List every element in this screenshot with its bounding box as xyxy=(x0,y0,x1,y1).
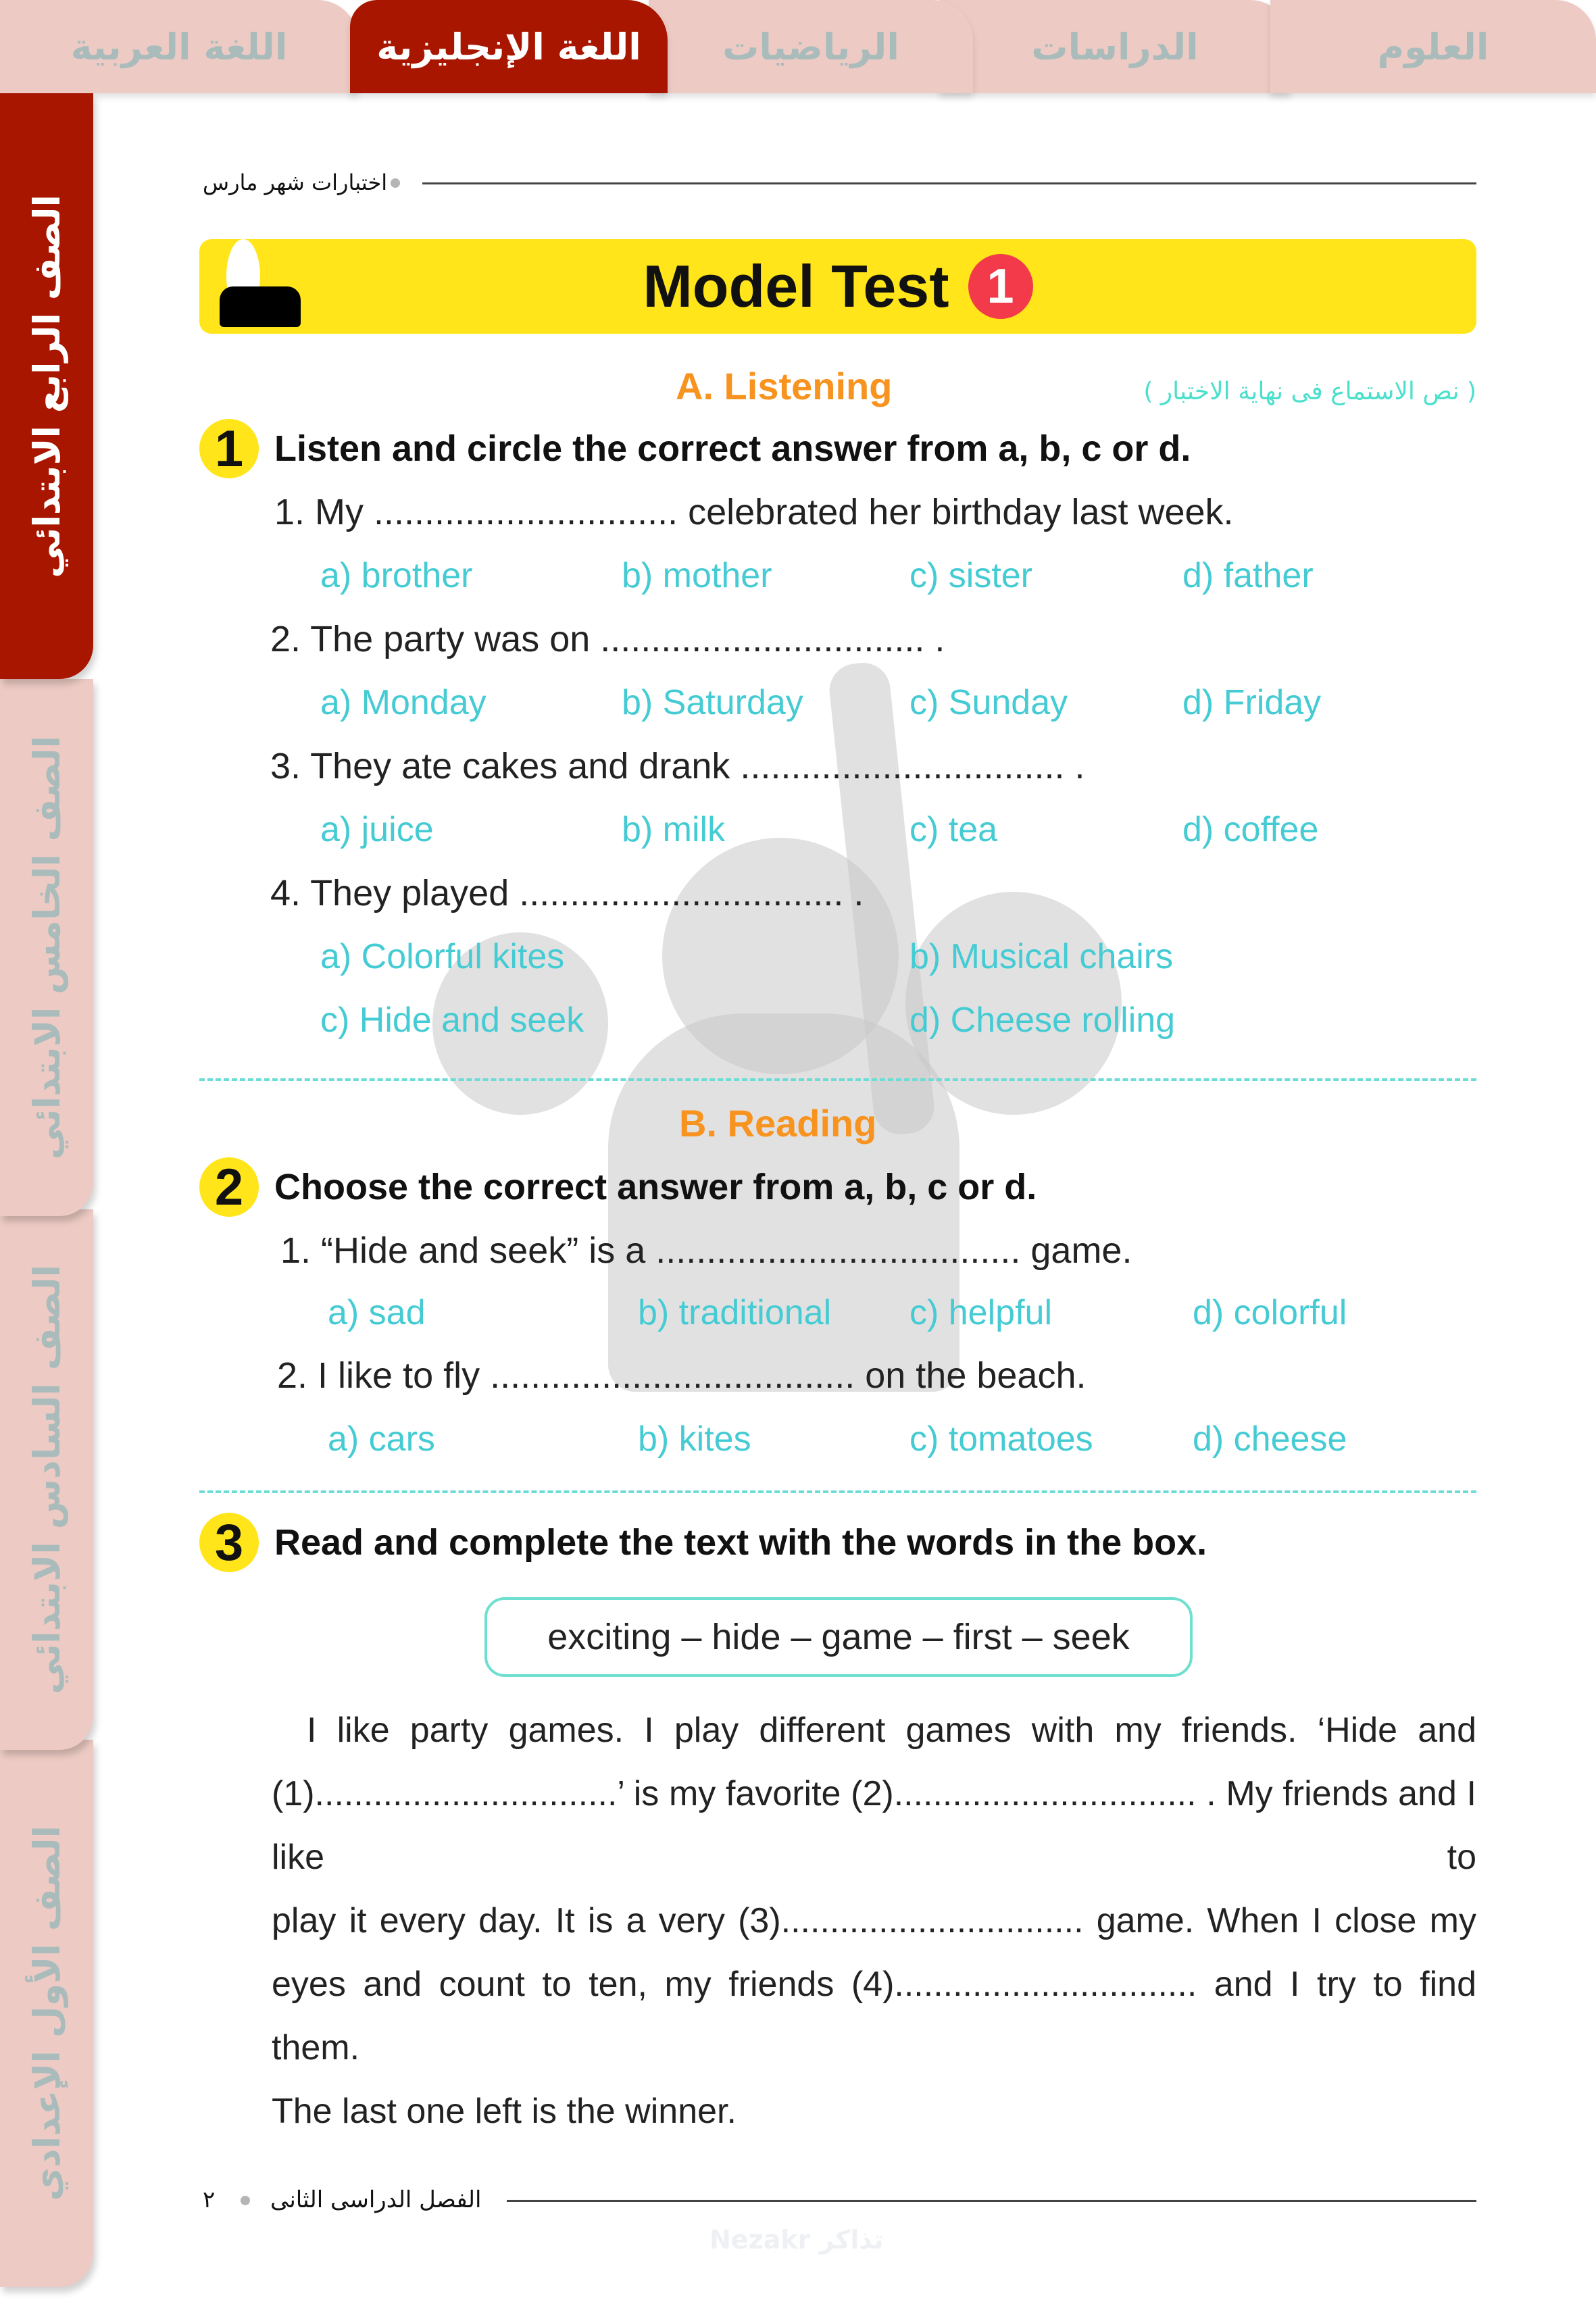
option-c[interactable]: c) tea xyxy=(909,810,998,849)
option-d[interactable]: d) father xyxy=(1182,556,1314,595)
question-item: 1. “Hide and seek” is a .................................... game. xyxy=(280,1230,1132,1271)
word-box: exciting – hide – game – first – seek xyxy=(484,1597,1193,1677)
option-a[interactable]: a) Monday xyxy=(320,683,487,722)
title-banner xyxy=(199,239,1476,334)
question-item: 3. They ate cakes and drank ................................ . xyxy=(270,746,1085,786)
section-label: اختبارات شهر مارس xyxy=(203,170,388,195)
option-c[interactable]: c) Hide and seek xyxy=(320,1001,584,1040)
section-divider xyxy=(199,1078,1476,1081)
section-title-listening: A. Listening xyxy=(676,365,893,407)
question-item: 4. They played ................................ . xyxy=(270,873,864,913)
paragraph-line: eyes and count to ten, my friends (4)............................... and I try to find them. xyxy=(272,1965,1476,2067)
tab-studies[interactable]: الدراسات xyxy=(939,0,1291,93)
question-instruction: Listen and circle the correct answer from a, b, c or d. xyxy=(274,428,1191,469)
option-a[interactable]: a) sad xyxy=(328,1293,426,1332)
option-b[interactable]: b) milk xyxy=(622,810,726,849)
tab-math[interactable]: الرياضيات xyxy=(649,0,973,93)
option-c[interactable]: c) Sunday xyxy=(909,683,1068,722)
option-d[interactable]: d) Friday xyxy=(1182,683,1322,722)
paragraph-line: The last one left is the winner. xyxy=(272,2092,737,2131)
sidebar-item-grade5[interactable] xyxy=(0,679,93,1216)
question-item: 1. My .............................. celebrated her birthday last week. xyxy=(274,492,1234,532)
question-number-3: 3 xyxy=(199,1513,259,1572)
paragraph-line: I like party games. I play different games with my friends. ‘Hide and xyxy=(307,1711,1476,1750)
paragraph xyxy=(272,1699,1476,2143)
tab-english[interactable]: اللغة الإنجليزية xyxy=(350,0,668,93)
footer-watermark: Nezakr تذاكر xyxy=(709,2225,884,2255)
option-d[interactable]: d) colorful xyxy=(1193,1293,1347,1332)
term-label: الفصل الدراسى الثانى xyxy=(270,2186,482,2213)
sidebar-label: الصف السادس الابتدائي xyxy=(25,1265,68,1694)
option-b[interactable]: b) kites xyxy=(638,1419,751,1459)
sidebar-label: الصف الأول الإعدادي xyxy=(25,1826,68,2201)
header-line xyxy=(422,182,1476,184)
question-number-1: 1 xyxy=(199,419,259,478)
paragraph-line: (1)...............................’ is my favorite (2)............................... . My friends and I like to xyxy=(272,1774,1476,1877)
option-c[interactable]: c) helpful xyxy=(909,1293,1052,1332)
question-instruction: Read and complete the text with the words in the box. xyxy=(274,1522,1207,1563)
option-a[interactable]: a) Colorful kites xyxy=(320,937,565,976)
option-d[interactable]: d) Cheese rolling xyxy=(909,1001,1176,1040)
option-b[interactable]: b) Musical chairs xyxy=(909,937,1174,976)
sidebar-label: الصف الرابع الابتدائي xyxy=(25,194,68,578)
option-b[interactable]: b) traditional xyxy=(638,1293,832,1332)
paragraph-line: play it every day. It is a very (3)............................... game. When I close my xyxy=(272,1901,1476,1940)
option-d[interactable]: d) cheese xyxy=(1193,1419,1347,1459)
listening-note: ( نص الاستماع فى نهاية الاختبار ) xyxy=(1143,378,1476,405)
option-c[interactable]: c) sister xyxy=(909,556,1032,595)
sidebar-item-grade4[interactable] xyxy=(0,93,93,679)
option-a[interactable]: a) juice xyxy=(320,810,434,849)
header-bullet xyxy=(391,178,400,188)
option-a[interactable]: a) cars xyxy=(328,1419,435,1459)
section-divider xyxy=(199,1490,1476,1493)
page-number: ٢ xyxy=(203,2186,216,2213)
section-title-reading: B. Reading xyxy=(679,1102,877,1145)
footer-line xyxy=(507,2200,1476,2202)
option-d[interactable]: d) coffee xyxy=(1182,810,1319,849)
option-c[interactable]: c) tomatoes xyxy=(909,1419,1093,1459)
tab-science[interactable]: العلوم xyxy=(1270,0,1596,93)
banner-title: Model Test xyxy=(643,253,949,320)
footer-bullet xyxy=(241,2196,250,2205)
sidebar-item-grade6[interactable] xyxy=(0,1209,93,1750)
logo-icon xyxy=(213,239,307,347)
option-b[interactable]: b) mother xyxy=(622,556,772,595)
question-instruction: Choose the correct answer from a, b, c or d. xyxy=(274,1167,1037,1207)
sidebar-item-prep1[interactable] xyxy=(0,1740,93,2287)
option-b[interactable]: b) Saturday xyxy=(622,683,803,722)
option-a[interactable]: a) brother xyxy=(320,556,473,595)
question-item: 2. I like to fly .................................... on the beach. xyxy=(277,1355,1087,1396)
tab-arabic[interactable]: اللغة العربية xyxy=(0,0,358,93)
question-item: 2. The party was on ................................ . xyxy=(270,619,945,659)
question-number-2: 2 xyxy=(199,1157,259,1217)
test-number-badge: 1 xyxy=(968,254,1033,319)
sidebar-label: الصف الخامس الابتدائي xyxy=(25,735,68,1160)
